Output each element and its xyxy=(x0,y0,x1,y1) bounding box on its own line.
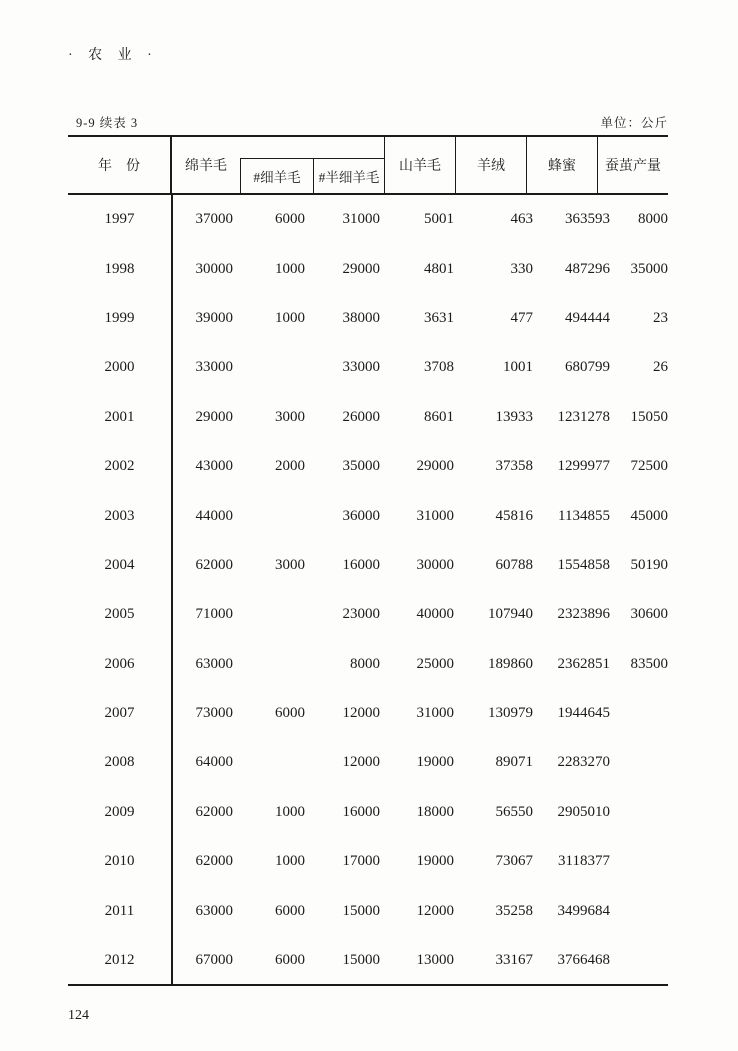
value-cell: 107940 xyxy=(488,606,533,623)
value-cell: 3499684 xyxy=(557,902,610,919)
value-cell: 1944645 xyxy=(557,705,610,722)
header-honey: 蜂蜜 xyxy=(526,137,597,193)
value-cell: 2362851 xyxy=(557,655,610,672)
value-cell: 3708 xyxy=(424,359,454,376)
value-cell: 5001 xyxy=(424,211,454,228)
table-body-table xyxy=(68,195,668,986)
value-cell: 6000 xyxy=(275,211,305,228)
year-cell: 2002 xyxy=(68,442,172,491)
value-cell: 73067 xyxy=(495,853,533,870)
value-cell: 29000 xyxy=(195,408,233,425)
table-header xyxy=(68,135,668,195)
value-cell xyxy=(233,640,305,689)
value-cell: 37000 xyxy=(195,211,233,228)
value-cell: 37358 xyxy=(495,458,533,475)
value-cell: 13933 xyxy=(495,408,533,425)
year-cell: 2011 xyxy=(68,886,172,935)
value-cell: 463 xyxy=(510,211,533,228)
table-row xyxy=(68,244,668,293)
value-cell xyxy=(610,837,668,886)
value-cell: 25000 xyxy=(416,655,454,672)
year-cell: 2010 xyxy=(68,837,172,886)
value-cell: 1554858 xyxy=(557,556,610,573)
value-cell: 12000 xyxy=(342,754,380,771)
header-semi-fine-wool: #半细羊毛 xyxy=(313,159,384,193)
year-cell: 2004 xyxy=(68,541,172,590)
value-cell: 50190 xyxy=(630,556,668,573)
table-row xyxy=(68,590,668,639)
value-cell: 43000 xyxy=(195,458,233,475)
value-cell: 45816 xyxy=(495,507,533,524)
value-cell: 15000 xyxy=(342,902,380,919)
value-cell: 45000 xyxy=(630,507,668,524)
value-cell: 487296 xyxy=(565,260,610,277)
header-sheep-wool: 绵羊毛 xyxy=(185,159,227,174)
year-cell: 2005 xyxy=(68,590,172,639)
table-row xyxy=(68,886,668,935)
value-cell: 71000 xyxy=(195,606,233,623)
value-cell: 16000 xyxy=(342,803,380,820)
year-cell: 2006 xyxy=(68,640,172,689)
value-cell: 19000 xyxy=(416,754,454,771)
value-cell: 3631 xyxy=(424,309,454,326)
value-cell: 1000 xyxy=(275,803,305,820)
header-sheep-wool-subbox xyxy=(240,158,384,193)
value-cell: 30600 xyxy=(630,606,668,623)
value-cell: 33000 xyxy=(342,359,380,376)
year-cell: 2000 xyxy=(68,343,172,392)
year-cell: 2012 xyxy=(68,936,172,985)
table-row xyxy=(68,393,668,442)
value-cell: 38000 xyxy=(342,309,380,326)
value-cell: 33000 xyxy=(195,359,233,376)
value-cell xyxy=(233,491,305,540)
year-cell: 2001 xyxy=(68,393,172,442)
value-cell xyxy=(610,788,668,837)
value-cell: 29000 xyxy=(342,260,380,277)
table-row xyxy=(68,689,668,738)
value-cell: 63000 xyxy=(195,902,233,919)
value-cell: 83500 xyxy=(630,655,668,672)
year-cell: 1997 xyxy=(68,195,172,244)
value-cell: 62000 xyxy=(195,803,233,820)
value-cell: 2283270 xyxy=(557,754,610,771)
value-cell: 1001 xyxy=(503,359,533,376)
value-cell: 3766468 xyxy=(557,951,610,968)
header-sheep-wool-group xyxy=(172,137,385,193)
table-row xyxy=(68,541,668,590)
value-cell: 130979 xyxy=(488,705,533,722)
value-cell: 26000 xyxy=(342,408,380,425)
value-cell xyxy=(233,343,305,392)
value-cell: 31000 xyxy=(342,211,380,228)
unit-label: 单位：公斤 xyxy=(600,116,668,130)
table-row xyxy=(68,788,668,837)
header-silkworm-cocoon: 蚕茧产量 xyxy=(597,137,668,193)
value-cell: 8000 xyxy=(350,655,380,672)
table-row xyxy=(68,343,668,392)
value-cell: 36000 xyxy=(342,507,380,524)
value-cell: 1134855 xyxy=(558,507,610,524)
value-cell: 3118377 xyxy=(558,853,610,870)
value-cell: 29000 xyxy=(416,458,454,475)
value-cell: 33167 xyxy=(495,951,533,968)
value-cell: 6000 xyxy=(275,705,305,722)
value-cell: 56550 xyxy=(495,803,533,820)
value-cell: 15000 xyxy=(342,951,380,968)
value-cell: 1000 xyxy=(275,260,305,277)
data-table xyxy=(68,135,668,986)
value-cell: 35258 xyxy=(495,902,533,919)
value-cell: 23000 xyxy=(342,606,380,623)
value-cell: 1299977 xyxy=(557,458,610,475)
header-fine-wool: #细羊毛 xyxy=(253,170,301,185)
value-cell: 35000 xyxy=(630,260,668,277)
value-cell: 189860 xyxy=(488,655,533,672)
value-cell: 330 xyxy=(510,260,533,277)
value-cell: 73000 xyxy=(195,705,233,722)
value-cell: 60788 xyxy=(495,556,533,573)
value-cell: 8000 xyxy=(638,211,668,228)
year-cell: 1998 xyxy=(68,244,172,293)
table-row xyxy=(68,491,668,540)
value-cell: 40000 xyxy=(416,606,454,623)
value-cell: 17000 xyxy=(342,853,380,870)
table-row xyxy=(68,640,668,689)
value-cell: 30000 xyxy=(416,556,454,573)
value-cell: 62000 xyxy=(195,556,233,573)
value-cell xyxy=(610,689,668,738)
table-number-caption: 9-9 续表 3 xyxy=(76,116,139,130)
value-cell: 477 xyxy=(510,309,533,326)
value-cell: 44000 xyxy=(195,507,233,524)
table-row xyxy=(68,195,668,244)
header-year: 年 份 xyxy=(68,137,172,193)
value-cell: 363593 xyxy=(565,211,610,228)
value-cell: 67000 xyxy=(195,951,233,968)
value-cell: 19000 xyxy=(416,853,454,870)
value-cell: 494444 xyxy=(565,309,610,326)
section-header: · 农 业 · xyxy=(68,48,158,63)
value-cell: 30000 xyxy=(195,260,233,277)
table-caption-row xyxy=(68,113,668,131)
value-cell: 15050 xyxy=(630,408,668,425)
value-cell: 1000 xyxy=(275,853,305,870)
value-cell: 4801 xyxy=(424,260,454,277)
value-cell: 62000 xyxy=(195,853,233,870)
header-goat-hair: 山羊毛 xyxy=(399,159,441,174)
value-cell: 31000 xyxy=(416,507,454,524)
value-cell xyxy=(610,738,668,787)
value-cell: 64000 xyxy=(195,754,233,771)
value-cell: 16000 xyxy=(342,556,380,573)
value-cell: 3000 xyxy=(275,556,305,573)
value-cell: 2000 xyxy=(275,458,305,475)
value-cell: 13000 xyxy=(416,951,454,968)
value-cell: 18000 xyxy=(416,803,454,820)
value-cell: 26 xyxy=(653,359,668,376)
value-cell: 12000 xyxy=(416,902,454,919)
value-cell: 680799 xyxy=(565,359,610,376)
value-cell: 8601 xyxy=(424,408,454,425)
value-cell: 12000 xyxy=(342,705,380,722)
table-row xyxy=(68,936,668,985)
value-cell: 3000 xyxy=(275,408,305,425)
value-cell: 35000 xyxy=(342,458,380,475)
table-row xyxy=(68,442,668,491)
year-cell: 2008 xyxy=(68,738,172,787)
page-number: 124 xyxy=(68,1008,89,1023)
value-cell: 2323896 xyxy=(557,606,610,623)
value-cell: 1000 xyxy=(275,309,305,326)
year-cell: 2009 xyxy=(68,788,172,837)
value-cell: 31000 xyxy=(416,705,454,722)
value-cell: 39000 xyxy=(195,309,233,326)
year-cell: 1999 xyxy=(68,294,172,343)
value-cell xyxy=(610,936,668,985)
value-cell: 23 xyxy=(653,309,668,326)
table-row xyxy=(68,294,668,343)
value-cell xyxy=(233,738,305,787)
year-cell: 2003 xyxy=(68,491,172,540)
table-body xyxy=(68,195,668,985)
value-cell: 2905010 xyxy=(557,803,610,820)
value-cell xyxy=(233,590,305,639)
table-row xyxy=(68,738,668,787)
header-cashmere: 羊绒 xyxy=(455,137,526,193)
value-cell: 6000 xyxy=(275,951,305,968)
value-cell: 6000 xyxy=(275,902,305,919)
value-cell xyxy=(610,886,668,935)
value-cell: 89071 xyxy=(495,754,533,771)
value-cell: 1231278 xyxy=(557,408,610,425)
value-cell: 63000 xyxy=(195,655,233,672)
table-row xyxy=(68,837,668,886)
value-cell: 72500 xyxy=(630,458,668,475)
year-cell: 2007 xyxy=(68,689,172,738)
